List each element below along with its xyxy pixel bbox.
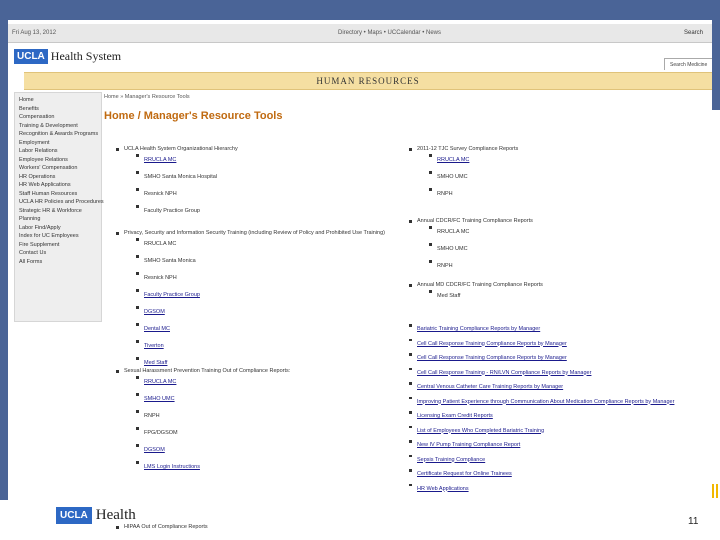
health-system-wordmark: Health System [50,48,122,63]
top-utility-bar [8,24,712,43]
report-section [116,368,290,476]
sidebar-item[interactable]: Compensation [19,114,55,120]
section-list [409,152,518,203]
report-link[interactable]: Faculty Practice Group [136,287,385,304]
sidebar-item[interactable]: Index for UC Employees [19,233,79,239]
report-link[interactable]: DGSOM [136,304,385,321]
section-title: HIPAA Out of Compliance Reports [116,524,208,530]
section-title: Sexual Harassment Prevention Training Out of Compliance Reports: [116,368,290,374]
page-title: Home / Manager's Resource Tools [104,110,283,122]
report-link[interactable]: Med Staff [136,355,385,372]
sidebar-item[interactable]: Training & Development [19,122,78,129]
report-link[interactable]: LMS Login Instructions [136,459,290,476]
manager-report-link[interactable]: New IV Pump Training Compliance Report [409,438,674,453]
manager-report-link[interactable]: Cell Call Response Training Compliance Reports by Manager [409,351,674,366]
sidebar-item[interactable]: HR Web Applications [19,182,71,188]
sidebar-item[interactable]: Fire Supplement [19,241,60,248]
sidebar-item[interactable]: Home [19,97,34,103]
sidebar-item[interactable]: Staff Human Resources [19,190,78,197]
section-list [116,236,385,372]
report-link[interactable]: DGSOM [136,442,290,459]
date-text: Fri Aug 13, 2012 [12,30,57,36]
sidebar-item[interactable]: All Forms [19,258,43,265]
report-link[interactable]: SMHO UMC [429,169,518,186]
report-section [409,146,518,203]
slide-left-band [0,0,8,500]
manager-report-link[interactable]: Improving Patient Experience through Communication About Medication Compliance Reports by Manager [409,395,674,410]
section-title: 2011-12 TJC Survey Compliance Reports [409,146,518,152]
page-number: 11 [688,516,699,527]
sidebar-item[interactable]: Labor Relations [19,148,58,154]
section-list [409,288,543,305]
report-section [409,218,533,275]
report-link[interactable]: RNPH [429,186,518,203]
manager-report-link[interactable]: Bariatric Training Compliance Reports by Manager [409,322,674,337]
section-title: Annual CDCR/FC Training Compliance Reports [409,218,533,224]
ucla-health-system-logo[interactable] [14,48,121,64]
manager-report-link[interactable]: Cell Call Response Training - RN/LVN Compliance Reports by Manager [409,366,674,381]
sidebar-list [15,93,104,266]
breadcrumb[interactable]: Home » Manager's Resource Tools [104,94,190,100]
manager-report-links [389,322,674,496]
manager-report-link[interactable]: Sepsis Training Compliance [409,453,674,468]
manager-report-link[interactable]: Cell Call Response Training Compliance Reports by Manager [409,337,674,352]
sidebar-item[interactable]: Labor Find/Apply [19,224,61,231]
report-link[interactable]: SMHO UMC [136,391,290,408]
manager-report-link[interactable]: Licensing Exam Credit Reports [409,409,674,424]
report-link[interactable]: RRUCLA MC [136,374,290,391]
sidebar-item[interactable]: Recognition & Awards Programs [19,131,99,137]
main-content [104,90,712,530]
report-link[interactable]: SMHO UMC [429,241,533,258]
section-title: Privacy, Security and Information Security Training (including Review of Policy and Prohibited Use Training) [116,230,385,236]
report-section [409,282,543,305]
report-link[interactable]: SMHO Santa Monica Hospital [136,169,238,186]
report-link[interactable]: Tiverton [136,338,385,355]
ucla-wordmark: UCLA [14,49,48,64]
report-link[interactable]: RRUCLA MC [429,224,533,241]
search-link[interactable]: Search [684,30,704,36]
report-section [116,524,208,530]
search-medicine-tab[interactable]: Search Medicine [664,58,712,70]
section-list [116,374,290,476]
report-link[interactable]: RNPH [429,258,533,275]
footer-health-wordmark: Health [95,506,136,523]
sidebar-item[interactable]: Workers' Compensation [19,165,78,171]
report-link[interactable]: RRUCLA MC [429,152,518,169]
sidebar-item[interactable]: Employment [19,139,50,146]
report-link[interactable]: Resnick NPH [136,186,238,203]
footer-ucla-wordmark: UCLA [56,507,92,524]
sidebar-item[interactable]: Employee Relations [19,156,68,163]
section-title: Annual MD CDCR/FC Training Compliance Reports [409,282,543,288]
manager-report-link[interactable]: Central Venous Catheter Care Training Reports by Manager [409,380,674,395]
ucla-health-footer-logo [56,506,136,524]
webpage-screenshot [8,24,712,530]
report-link[interactable]: RRUCLA MC [136,236,385,253]
sidebar-nav [14,92,102,322]
sidebar-item[interactable]: HR Operations [19,173,56,180]
report-link[interactable]: FPG/DGSOM [136,425,290,442]
gold-dot-pattern [712,484,720,498]
section-list [409,224,533,275]
report-link[interactable]: SMHO Santa Monica [136,253,385,270]
sidebar-item[interactable]: Contact Us [19,250,47,256]
sidebar-item[interactable]: Strategic HR & Workforce [19,207,82,214]
section-list [116,152,238,220]
report-link[interactable]: Dental MC [136,321,385,338]
report-link[interactable]: RRUCLA MC [136,152,238,169]
section-title: UCLA Health System Organizational Hierarchy [116,146,238,152]
slide-right-band [712,0,720,110]
report-section [116,230,385,372]
human-resources-banner: HUMAN RESOURCES [24,72,712,90]
manager-report-link[interactable]: Certificate Request for Online Trainees [409,467,674,482]
slide-top-band [0,0,720,20]
utility-links[interactable]: Directory • Maps • UCCalendar • News [338,30,441,36]
report-link[interactable]: Med Staff [429,288,543,305]
report-section [116,146,238,220]
manager-report-link[interactable]: List of Employees Who Completed Bariatric Training [409,424,674,439]
manager-report-link[interactable]: HR Web Applications [409,482,674,497]
sidebar-item[interactable]: Benefits [19,105,39,112]
report-link[interactable]: Faculty Practice Group [136,203,238,220]
sidebar-item[interactable]: Planning [19,216,41,222]
sidebar-item[interactable]: UCLA HR Policies and Procedures [19,199,104,205]
report-link[interactable]: RNPH [136,408,290,425]
report-link[interactable]: Resnick NPH [136,270,385,287]
